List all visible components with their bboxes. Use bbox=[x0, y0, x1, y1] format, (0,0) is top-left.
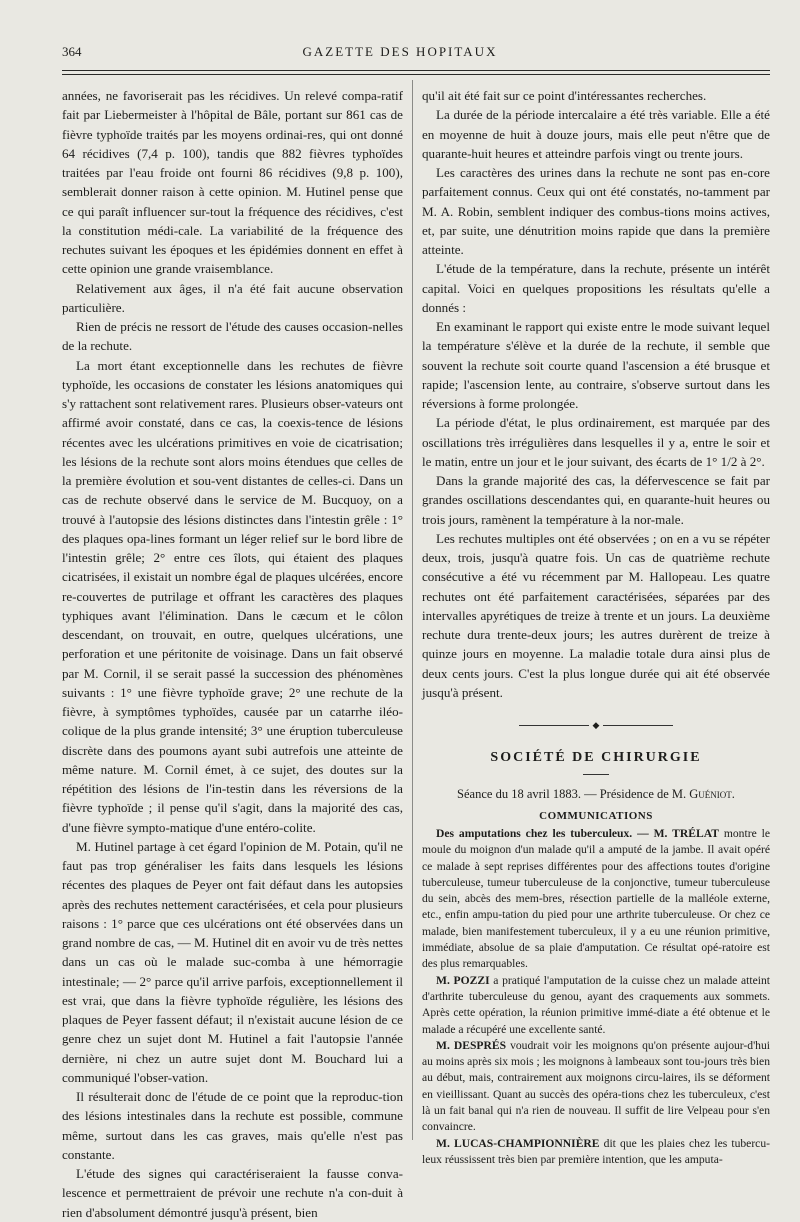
short-rule bbox=[583, 774, 609, 775]
header-rule-thick bbox=[62, 70, 770, 71]
paragraph: La période d'état, le plus ordinairement, est marquée par des oscillations très irrégulières dans lesquelles il y a, entre le soir et le matin, entre un jour et le jour suivant, des écarts de 1° 1/2 à 2°. bbox=[422, 415, 770, 469]
paragraph: L'étude de la température, dans la rechute, présente un intérêt capital. Voici en quelques propositions les résultats qu'elle a donnés : bbox=[422, 261, 770, 315]
page-number: 364 bbox=[62, 44, 82, 59]
speaker-name: M. DESPRÉS bbox=[436, 1038, 507, 1052]
left-column bbox=[62, 86, 403, 1222]
communication-paragraph bbox=[422, 826, 770, 973]
paragraph: L'étude des signes qui caractériseraient la fausse conva-lescence et permettraient de prévoir une rechute n'a con-duit à rien d'absolument démontré jusqu'à présent, bien bbox=[62, 1166, 403, 1220]
paragraph: En examinant le rapport qui existe entre le mode suivant lequel la température s'élève et la durée de la rechute, il semble que souvent la rechute soit courte quand l'ascension a été brusque et rapide; l'ascension lente, au contraire, s'observe surtout dans les réversions à forme prolongée. bbox=[422, 319, 770, 411]
header-rule-thin bbox=[62, 74, 770, 75]
seance-line bbox=[422, 787, 770, 802]
communication-text: dit que les plaies chez les tubercu-leux réussissent très bien par première intention, que les amputa- bbox=[422, 1136, 770, 1166]
paragraph: Il résulterait donc de l'étude de ce point que la reproduc-tion des lésions intestinales dans la rechute est possible, commune même, surtout dans les cas graves, mais qu'elle n'est pas constante. bbox=[62, 1089, 403, 1162]
communication-text: a pratiqué l'amputation de la cuisse chez un malade atteint d'arthrite tuberculeuse du genou, ayant des craquements aux sommets. Après cette opération, la réunion primitive immé-diate a été obtenue et le malade a récupéré une excellente santé. bbox=[422, 973, 770, 1036]
communication-paragraph bbox=[422, 1038, 770, 1136]
communication-title: Des amputations chez les tuberculeux. bbox=[436, 827, 633, 840]
communication-text: voudrait voir les moignons qu'on présente aujour-d'hui au moins après six mois ; les moignons à lambeaux sont tou-jours très bien au début, mais, contrairement aux moignons circu-laires, ils se déforment en vieillissant. Quant au succès des opéra-tions chez les tuberculeux, c'est là un fait banal qui n'a rien de nouveau. Il suffit de lire Velpeau pour s'en convaincre. bbox=[422, 1038, 770, 1134]
paragraph: La durée de la période intercalaire a été très variable. Elle a été en moyenne de huit à douze jours, mais elle peut n'être que de quarante-huit heures et atteindre parfois vingt ou trente jours. bbox=[422, 107, 770, 161]
paragraph: M. Hutinel partage à cet égard l'opinion de M. Potain, qu'il ne faut pas trop généraliser les faits dans lesquels les lésions récentes des plaques de Peyer ont fait défaut dans les autopsies après des rechutes nettement caractérisées, et cela pour plusieurs raisons : 1° parce que ces ulcérations ont été observées dans un grand nombre de cas, — M. Hutinel dit en avoir vu de très nettes dans un cas où le malade suc-comba à une hémorragie intestinale; — 2° parce qu'il arrive parfois, exceptionnellement il est vrai, que dans la fièvre typhoïde régulière, les lésions des plaques de Peyer fassent défaut; il n'existait aucune lésion de ce genre chez un sujet dont M. Hutinel a fait l'autopsie l'année dernière, ni chez un autre sujet dont M. Bouchard lui a communiqué l'obser-vation. bbox=[62, 838, 403, 1085]
paragraph: qu'il ait été fait sur ce point d'intéressantes recherches. bbox=[422, 88, 707, 103]
column-divider bbox=[412, 80, 413, 1140]
paragraph: Dans la grande majorité des cas, la défervescence se fait par grandes oscillations descendantes qui, en quarante-huit heures ou trois jours, ramènent la température à la nor-male. bbox=[422, 473, 770, 527]
communication-paragraph bbox=[422, 1136, 770, 1169]
paragraph: Les rechutes multiples ont été observées ; on en a vu se répéter deux, trois, jusqu'à quatre fois. Un cas de quatrième rechute consécutive a été vu récemment par M. Hallopeau. Les quatre rechutes ont été parfaitement caractérisées, séparées par des intervalles apyrétiques de treize à trente et un jours. La deuxième rechute dura trente-deux jours; les autres durèrent de treize à quinze jours en moyenne. La maladie totale dura ainsi plus de deux cents jours. C'est la plus longue durée qui ait été observée jusqu'à présent. bbox=[422, 530, 770, 700]
section-divider: ◆ bbox=[422, 716, 770, 734]
paragraph: La mort étant exceptionnelle dans les rechutes de fièvre typhoïde, les occasions de constater les lésions anatomiques qui s'y rattachent sont relativement rares. Plusieurs obser-vateurs ont affirmé avoir constaté, dans ce cas, la coexis-tence de lésions récentes avec les ulcérations primitives en voie de cicatrisation; les lésions de la rechute sont alors moins étendues que celles de la première évolution et sou-vent distantes de celles-ci. Dans un cas de rechute observé dans le service de M. Bucquoy, on a trouvé à l'autopsie des lésions distinctes dans l'intestin grêle : 1° des plaques opa-lines formant un léger relief sur le bord libre de l'intestin grêle; 2° entre ces îlots, qui étaient des plaques cicatrisées, il existait un nombre égal de plaques ulcérées, encore re-couvertes de putrilage et offrant les caractères des plaques typhiques avant l'élimination. Dans le cæcum et le côlon descendant, on trouvait, en outre, quelques ulcérations, une perforation et une péritonite de voisinage. Dans un fait observé par M. Cornil, il se serait passé la succession des phénomènes suivants : 1° une fièvre typhoïde grave; 2° une rechute de la fièvre, à symptômes typhoïdes, causée par un catarrhe iléo-colique de la plus grande intensité; 3° une éruption tuberculeuse discrète dans des poumons ayant subi autrefois une atteinte de même nature. M. Cornil émet, à ce sujet, des doutes sur la répétition des lésions de l'in-testin dans les réversions de la fièvre typhoïde ; il pense qu'il s'agit, dans la majorité des cas, d'une fièvre sympto-matique d'une entéro-colite. bbox=[62, 357, 403, 835]
speaker-name: M. LUCAS-CHAMPIONNIÈRE bbox=[436, 1136, 600, 1150]
paragraph: années, ne favoriserait pas les récidives. Un relevé compa-ratif fait par Liebermeister à l'hôpital de Bâle, portant sur 861 cas de fièvre typhoïde traités par les moyens ordinai-res, qui ont donné 64 récidives (7,4 p. 100), tandis que 882 fièvres typhoïdes traitées par l'eau froide ont fourni 86 récidives (9,8 p. 100), semblerait donner raison à cette opinion. M. Hutinel pense que ce qui paraît influencer sur-tout la fréquence des récidives, c'est la constitution médi-cale. La variabilité de la fréquence des rechutes suivant les époques et les épidémies donnent en effet à cette opinion une grande vraisemblance. bbox=[62, 88, 403, 277]
paragraph: Rien de précis ne ressort de l'étude des causes occasion-nelles de la rechute. bbox=[62, 319, 403, 354]
section-title: SOCIÉTÉ DE CHIRURGIE bbox=[490, 750, 702, 765]
right-column bbox=[422, 86, 770, 1168]
seance-president: Guéniot. bbox=[689, 787, 735, 801]
paragraph: Les caractères des urines dans la rechute ne sont pas en-core parfaitement connus. Ceux qui ont été constatés, no-tamment par M. A. Robin, semblent indiquer des combus-tions moins actives, et, par suite, une dénutrition moins rapide que dans la première atteinte. bbox=[422, 165, 770, 257]
page-header bbox=[0, 40, 800, 64]
journal-title: GAZETTE DES HOPITAUX bbox=[302, 44, 498, 59]
communication-text: montre le moule du moignon d'un malade qu'il a amputé de la jambe. Il avait opéré ce malade à sept reprises différentes pour des affections toutes d'origine tuberculeuse, tumeur tuberculeuse de la conjonctive, tumeur tuberculeuse du sein, abcès des mem-bres, résection partielle de la malléole externe, etc., enfin ampu-tation du pied pour une arthrite tuberculeuse. Or chez ce malade, bien manifestement tuberculeux, il y a eu une réunion primitive, immédiate, absolue de sa plaie d'amputation. Ce résultat opé-ratoire est des plus remarquables. bbox=[422, 827, 770, 971]
seance-date: Séance du 18 avril 1883. — Présidence de M. bbox=[457, 787, 690, 801]
communications-heading: COMMUNICATIONS bbox=[539, 810, 653, 822]
speaker-name: — M. TRÉLAT bbox=[632, 827, 719, 840]
communication-paragraph bbox=[422, 973, 770, 1038]
speaker-name: M. POZZI bbox=[436, 973, 490, 987]
paragraph: Relativement aux âges, il n'a été fait aucune observation particulière. bbox=[62, 280, 403, 315]
